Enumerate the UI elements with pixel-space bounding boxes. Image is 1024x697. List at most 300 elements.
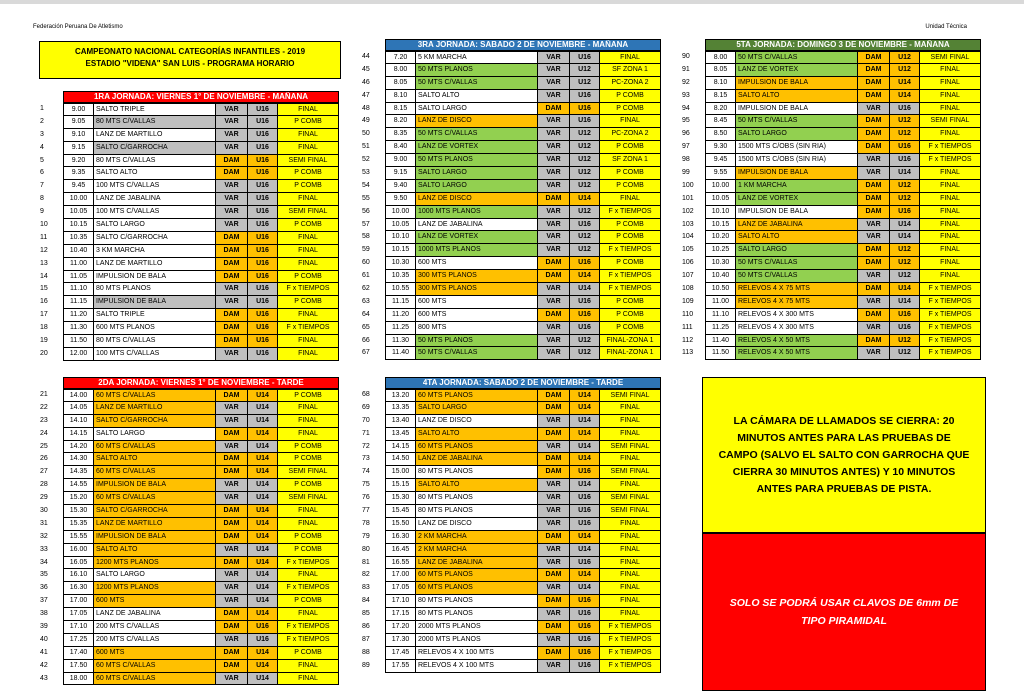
event-name: IMPULSION DE BALA — [94, 479, 216, 492]
event-gender: DAM — [538, 103, 570, 116]
event-gender: VAR — [216, 595, 248, 608]
event-phase: FINAL — [278, 428, 339, 441]
event-number: 54 — [362, 181, 370, 189]
table-row — [39, 544, 339, 557]
event-time: 17.05 — [385, 582, 416, 595]
event-number: 69 — [362, 403, 370, 411]
event-phase: FINAL — [600, 595, 661, 608]
event-number: 65 — [362, 323, 370, 331]
event-phase: FINAL — [278, 232, 339, 245]
event-number: 68 — [362, 391, 370, 398]
event-category: U16 — [570, 466, 600, 479]
event-phase: F x TIEMPOS — [600, 634, 661, 647]
event-phase: FINAL — [278, 335, 339, 348]
event-time: 14.10 — [63, 415, 94, 428]
event-number: 12 — [40, 246, 48, 254]
event-name: SALTO ALTO — [736, 231, 858, 244]
event-time: 11.25 — [705, 322, 736, 335]
event-time: 9.05 — [63, 116, 94, 129]
event-gender: VAR — [216, 415, 248, 428]
event-time: 8.05 — [385, 77, 416, 90]
table-row — [39, 402, 339, 415]
event-name: 600 MTS — [416, 257, 538, 270]
block-jornada-2 — [39, 377, 339, 685]
event-category: U14 — [248, 453, 278, 466]
table-row — [681, 206, 981, 219]
table-row — [361, 257, 661, 270]
event-name: IMPULSION DE BALA — [736, 103, 858, 116]
event-phase: FINAL — [278, 660, 339, 673]
call-room-text: LA CÁMARA DE LLAMADOS SE CIERRA: 20 MINUTOS ANTES PARA LAS PRUEBAS DE CAMPO (SALVO EL SALTO CON GARROCHA QUE CIERRA 30 MINUTOS ANTES) Y 10 MINUTOS ANTES PARA PRUEBAS DE PISTA. — [718, 414, 970, 495]
event-phase: PC-ZONA 2 — [600, 77, 661, 90]
event-category: U16 — [570, 322, 600, 335]
event-phase: FINAL — [600, 193, 661, 206]
table-row — [361, 492, 661, 505]
table-row — [361, 335, 661, 348]
table-row — [39, 479, 339, 492]
event-time: 8.05 — [705, 64, 736, 77]
event-phase: F x TIEMPOS — [920, 154, 981, 167]
event-time: 17.00 — [385, 569, 416, 582]
event-time: 9.50 — [385, 193, 416, 206]
event-number: 105 — [682, 246, 694, 254]
event-number: 23 — [40, 416, 48, 424]
table-row — [39, 167, 339, 180]
event-number: 52 — [362, 156, 370, 164]
table-row — [361, 647, 661, 660]
event-category: U14 — [570, 193, 600, 206]
table-row — [361, 453, 661, 466]
event-number: 33 — [40, 545, 48, 553]
event-time: 10.20 — [705, 231, 736, 244]
event-phase: P COMB — [278, 453, 339, 466]
event-gender: DAM — [216, 531, 248, 544]
event-time: 10.15 — [63, 219, 94, 232]
event-category: U14 — [248, 595, 278, 608]
table-row — [361, 219, 661, 232]
event-number: 112 — [682, 336, 694, 344]
event-phase: P COMB — [600, 309, 661, 322]
jornada-3-rows — [361, 51, 661, 360]
event-gender: VAR — [538, 51, 570, 64]
event-phase: FINAL-ZONA 1 — [600, 347, 661, 360]
event-category: U16 — [570, 115, 600, 128]
event-phase: FINAL — [600, 557, 661, 570]
event-category: U12 — [570, 167, 600, 180]
table-row — [361, 441, 661, 454]
event-time: 14.15 — [63, 428, 94, 441]
table-row — [39, 129, 339, 142]
table-row — [39, 322, 339, 335]
event-number: 78 — [362, 519, 370, 527]
event-phase: F x TIEMPOS — [920, 309, 981, 322]
event-phase: FINAL — [278, 258, 339, 271]
event-category: U16 — [890, 309, 920, 322]
event-gender: VAR — [538, 77, 570, 90]
table-row — [361, 479, 661, 492]
event-name: 50 MTS C/VALLAS — [736, 115, 858, 128]
event-category: U14 — [570, 402, 600, 415]
event-category: U12 — [890, 115, 920, 128]
event-name: 80 MTS PLANOS — [94, 283, 216, 296]
event-number: 81 — [362, 558, 370, 566]
event-gender: VAR — [216, 103, 248, 116]
event-category: U16 — [890, 206, 920, 219]
event-category: U16 — [570, 309, 600, 322]
event-name: LANZ DE MARTILLO — [94, 129, 216, 142]
event-name: 80 MTS PLANOS — [416, 466, 538, 479]
event-category: U16 — [570, 219, 600, 232]
event-time: 16.45 — [385, 544, 416, 557]
event-name: 80 MTS C/VALLAS — [94, 155, 216, 168]
event-phase: SF ZONA 1 — [600, 64, 661, 77]
event-time: 17.20 — [385, 621, 416, 634]
event-category: U12 — [570, 335, 600, 348]
event-number: 16 — [40, 298, 48, 306]
event-time: 10.35 — [63, 232, 94, 245]
event-gender: DAM — [858, 115, 890, 128]
event-category: U12 — [570, 128, 600, 141]
event-number: 25 — [40, 442, 48, 450]
event-phase: F x TIEMPOS — [920, 141, 981, 154]
table-row — [681, 309, 981, 322]
event-number: 83 — [362, 584, 370, 592]
event-phase: F x TIEMPOS — [920, 283, 981, 296]
federation-name: Federación Peruana De Atletismo — [33, 24, 123, 30]
jornada-2-rows — [39, 389, 339, 685]
event-number: 70 — [362, 416, 370, 424]
event-number: 94 — [682, 104, 690, 112]
event-number: 26 — [40, 455, 48, 463]
event-phase: SEMI FINAL — [278, 466, 339, 479]
event-time: 8.00 — [385, 64, 416, 77]
event-number: 50 — [362, 130, 370, 138]
event-time: 13.20 — [385, 389, 416, 402]
event-gender: VAR — [538, 492, 570, 505]
event-gender: DAM — [216, 389, 248, 402]
event-gender: DAM — [216, 258, 248, 271]
unit-name: Unidad Técnica — [925, 24, 967, 30]
event-gender: DAM — [858, 244, 890, 257]
event-category: U14 — [570, 428, 600, 441]
event-time: 9.45 — [63, 180, 94, 193]
event-name: RELEVOS 4 X 300 MTS — [736, 322, 858, 335]
event-gender: VAR — [858, 270, 890, 283]
event-time: 17.40 — [63, 647, 94, 660]
event-phase: P COMB — [278, 479, 339, 492]
event-category: U14 — [570, 453, 600, 466]
table-row — [39, 389, 339, 402]
event-number: 47 — [362, 91, 370, 99]
event-name: RELEVOS 4 X 75 MTS — [736, 283, 858, 296]
event-number: 15 — [40, 285, 48, 293]
event-name: 50 MTS C/VALLAS — [416, 347, 538, 360]
event-number: 3 — [40, 130, 44, 138]
event-number: 59 — [362, 246, 370, 254]
event-phase: FINAL — [600, 51, 661, 64]
event-category: U16 — [248, 296, 278, 309]
event-phase: F x TIEMPOS — [600, 647, 661, 660]
table-row — [681, 77, 981, 90]
event-number: 40 — [40, 635, 48, 643]
event-phase: P COMB — [600, 167, 661, 180]
event-number: 28 — [40, 481, 48, 489]
event-category: U14 — [570, 569, 600, 582]
table-row — [39, 441, 339, 454]
event-category: U12 — [890, 347, 920, 360]
table-row — [681, 180, 981, 193]
event-time: 9.30 — [705, 141, 736, 154]
event-phase: FINAL — [600, 115, 661, 128]
event-category: U16 — [248, 206, 278, 219]
event-gender: VAR — [858, 347, 890, 360]
event-time: 9.45 — [705, 154, 736, 167]
event-time: 11.30 — [385, 335, 416, 348]
event-gender: VAR — [538, 231, 570, 244]
event-number: 11 — [40, 233, 48, 241]
table-row — [361, 634, 661, 647]
event-name: 50 MTS C/VALLAS — [736, 270, 858, 283]
event-time: 17.50 — [63, 660, 94, 673]
event-gender: DAM — [216, 518, 248, 531]
event-time: 15.55 — [63, 531, 94, 544]
event-gender: DAM — [538, 595, 570, 608]
event-category: U14 — [248, 531, 278, 544]
event-phase: F x TIEMPOS — [600, 270, 661, 283]
event-gender: DAM — [216, 660, 248, 673]
event-category: U14 — [248, 492, 278, 505]
event-phase: F x TIEMPOS — [920, 347, 981, 360]
event-number: 42 — [40, 661, 48, 669]
event-category: U14 — [890, 90, 920, 103]
event-number: 45 — [362, 65, 370, 73]
event-time: 11.15 — [63, 296, 94, 309]
event-number: 73 — [362, 455, 370, 463]
event-number: 55 — [362, 194, 370, 202]
event-number: 20 — [40, 349, 48, 357]
event-category: U16 — [248, 621, 278, 634]
event-category: U16 — [248, 309, 278, 322]
event-number: 5 — [40, 156, 44, 164]
event-phase: P COMB — [278, 167, 339, 180]
table-row — [681, 347, 981, 360]
event-category: U16 — [890, 322, 920, 335]
event-gender: VAR — [216, 283, 248, 296]
event-phase: SEMI FINAL — [278, 155, 339, 168]
event-number: 79 — [362, 532, 370, 540]
event-phase: FINAL — [278, 129, 339, 142]
event-phase: P COMB — [600, 257, 661, 270]
event-number: 48 — [362, 104, 370, 112]
event-number: 64 — [362, 310, 370, 318]
table-row — [39, 245, 339, 258]
event-time: 17.00 — [63, 595, 94, 608]
table-row — [361, 582, 661, 595]
table-row — [681, 128, 981, 141]
event-category: U16 — [248, 258, 278, 271]
table-row — [361, 544, 661, 557]
table-row — [361, 347, 661, 360]
event-time: 15.45 — [385, 505, 416, 518]
event-number: 66 — [362, 336, 370, 344]
event-gender: VAR — [858, 219, 890, 232]
table-row — [39, 219, 339, 232]
event-number: 18 — [40, 324, 48, 332]
event-name: SALTO ALTO — [94, 544, 216, 557]
event-time: 9.00 — [385, 154, 416, 167]
event-name: IMPULSION DE BALA — [736, 77, 858, 90]
event-category: U14 — [570, 415, 600, 428]
event-time: 11.05 — [63, 271, 94, 284]
table-row — [361, 154, 661, 167]
table-row — [681, 283, 981, 296]
event-time: 10.15 — [705, 219, 736, 232]
block-jornada-1 — [39, 91, 339, 361]
event-gender: DAM — [216, 322, 248, 335]
event-phase: FINAL — [920, 231, 981, 244]
table-row — [681, 154, 981, 167]
table-row — [39, 206, 339, 219]
event-name: 200 MTS C/VALLAS — [94, 634, 216, 647]
table-row — [39, 296, 339, 309]
event-phase: SEMI FINAL — [920, 51, 981, 64]
event-time: 15.30 — [63, 505, 94, 518]
call-room-notice — [702, 377, 986, 533]
event-phase: P COMB — [600, 90, 661, 103]
event-time: 16.55 — [385, 557, 416, 570]
table-row — [361, 90, 661, 103]
event-time: 17.05 — [63, 608, 94, 621]
event-gender: DAM — [538, 621, 570, 634]
event-phase: FINAL — [278, 505, 339, 518]
event-time: 8.40 — [385, 141, 416, 154]
event-time: 11.30 — [63, 322, 94, 335]
event-category: U16 — [248, 155, 278, 168]
event-time: 11.10 — [63, 283, 94, 296]
event-name: 80 MTS PLANOS — [416, 505, 538, 518]
event-name: 300 MTS PLANOS — [416, 270, 538, 283]
event-number: 43 — [40, 674, 48, 682]
event-category: U14 — [248, 428, 278, 441]
event-number: 22 — [40, 403, 48, 411]
event-number: 92 — [682, 78, 690, 86]
event-category: U16 — [570, 90, 600, 103]
event-category: U16 — [248, 245, 278, 258]
event-name: 60 MTS C/VALLAS — [94, 389, 216, 402]
event-number: 49 — [362, 117, 370, 125]
event-name: IMPULSION DE BALA — [94, 296, 216, 309]
event-gender: VAR — [858, 154, 890, 167]
event-gender: DAM — [538, 466, 570, 479]
event-name: 600 MTS — [416, 296, 538, 309]
event-name: SALTO ALTO — [416, 428, 538, 441]
event-gender: DAM — [858, 335, 890, 348]
event-gender: VAR — [538, 296, 570, 309]
event-time: 11.00 — [63, 258, 94, 271]
event-phase: P COMB — [600, 231, 661, 244]
event-phase: FINAL — [278, 142, 339, 155]
event-gender: VAR — [216, 193, 248, 206]
event-name: LANZ DE MARTILLO — [94, 518, 216, 531]
event-phase: SF ZONA 1 — [600, 154, 661, 167]
event-gender: DAM — [858, 180, 890, 193]
event-number: 109 — [682, 297, 694, 305]
event-gender: VAR — [538, 660, 570, 673]
event-name: LANZ DE DISCO — [416, 115, 538, 128]
event-time: 17.25 — [63, 634, 94, 647]
event-phase: SEMI FINAL — [600, 389, 661, 402]
event-number: 96 — [682, 130, 690, 138]
table-row — [681, 244, 981, 257]
table-row — [39, 608, 339, 621]
event-number: 60 — [362, 259, 370, 267]
event-category: U14 — [248, 647, 278, 660]
event-time: 14.35 — [63, 466, 94, 479]
event-phase: P COMB — [278, 647, 339, 660]
event-phase: F x TIEMPOS — [278, 582, 339, 595]
event-category: U16 — [570, 595, 600, 608]
event-number: 53 — [362, 169, 370, 177]
event-number: 86 — [362, 623, 370, 631]
table-row — [681, 257, 981, 270]
event-gender: VAR — [216, 492, 248, 505]
event-category: U14 — [570, 544, 600, 557]
top-bar — [0, 0, 1024, 4]
event-phase: FINAL — [600, 608, 661, 621]
table-row — [681, 296, 981, 309]
event-name: SALTO ALTO — [416, 90, 538, 103]
event-phase: FINAL — [920, 206, 981, 219]
event-name: RELEVOS 4 X 100 MTS — [416, 647, 538, 660]
table-row — [39, 232, 339, 245]
event-category: U12 — [890, 51, 920, 64]
table-row — [361, 531, 661, 544]
event-time: 11.50 — [705, 347, 736, 360]
event-category: U14 — [570, 441, 600, 454]
event-name: 600 MTS — [416, 309, 538, 322]
event-time: 14.00 — [63, 389, 94, 402]
event-category: U16 — [248, 348, 278, 361]
table-row — [361, 595, 661, 608]
event-phase: P COMB — [278, 544, 339, 557]
event-number: 21 — [40, 391, 48, 398]
event-category: U14 — [890, 231, 920, 244]
event-category: U16 — [570, 557, 600, 570]
event-number: 85 — [362, 610, 370, 618]
event-time: 17.30 — [385, 634, 416, 647]
event-category: U16 — [248, 219, 278, 232]
event-name: RELEVOS 4 X 300 MTS — [736, 309, 858, 322]
event-name: SALTO LARGO — [94, 428, 216, 441]
spikes-notice — [702, 533, 986, 691]
event-category: U12 — [570, 206, 600, 219]
event-phase: SEMI FINAL — [278, 206, 339, 219]
event-time: 8.50 — [705, 128, 736, 141]
event-number: 108 — [682, 285, 694, 293]
jornada-4-title: 4TA JORNADA: SABADO 2 DE NOVIEMBRE - TARDE — [385, 377, 661, 389]
event-gender: DAM — [858, 141, 890, 154]
event-number: 99 — [682, 169, 690, 177]
event-gender: DAM — [216, 428, 248, 441]
block-jornada-4 — [361, 377, 661, 673]
event-number: 44 — [362, 53, 370, 60]
block-jornada-3 — [361, 39, 661, 360]
event-gender: DAM — [216, 466, 248, 479]
table-row — [39, 466, 339, 479]
jornada-1-title: 1RA JORNADA: VIERNES 1° DE NOVIEMBRE - MAÑANA — [63, 91, 339, 103]
table-row — [361, 296, 661, 309]
event-gender: VAR — [216, 296, 248, 309]
